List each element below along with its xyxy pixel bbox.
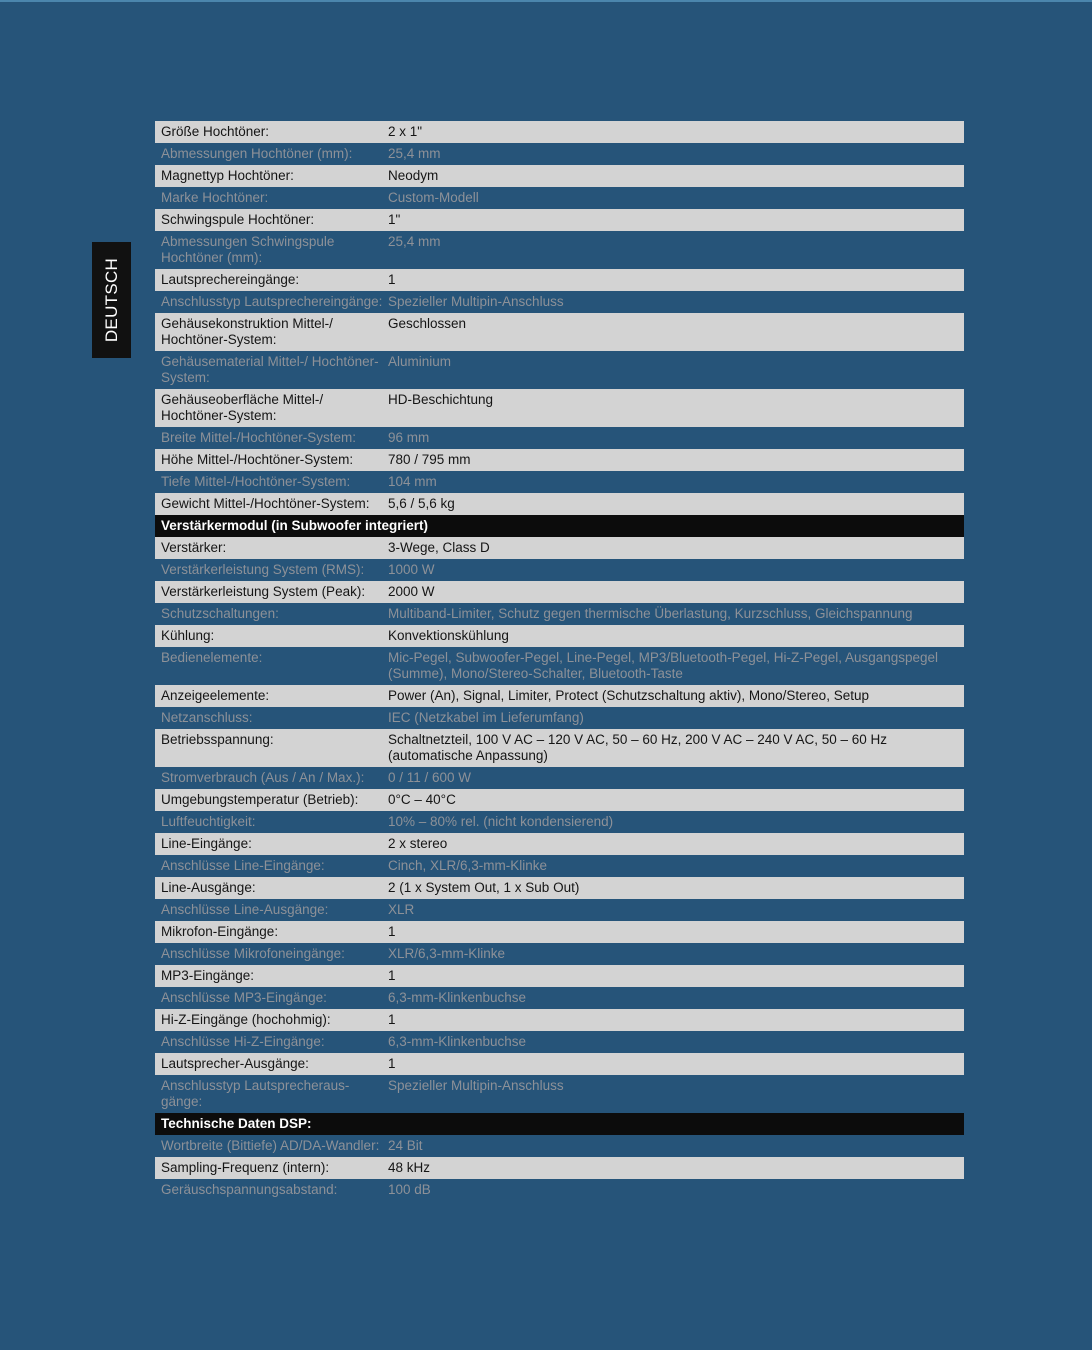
spec-label: MP3-Eingänge: <box>161 968 255 983</box>
spec-value: 2 x stereo <box>388 836 448 851</box>
spec-row <box>155 729 964 767</box>
spec-row <box>155 987 964 1009</box>
spec-value: Neodym <box>388 168 439 183</box>
spec-value: Spezieller Multipin-Anschluss <box>388 294 564 309</box>
spec-label: Breite Mittel-/Hochtöner-System: <box>161 430 357 445</box>
spec-label: Magnettyp Hochtöner: <box>161 168 294 183</box>
spec-label: Line-Ausgänge: <box>161 880 256 895</box>
spec-row <box>155 833 964 855</box>
spec-row <box>155 767 964 789</box>
spec-row <box>155 389 964 427</box>
spec-value: HD-Beschichtung <box>388 392 494 407</box>
spec-label: Abmessungen Schwingspule Hochtöner (mm): <box>161 234 335 265</box>
spec-label: Schutzschaltungen: <box>161 606 279 621</box>
spec-row <box>155 427 964 449</box>
spec-label: Verstärker: <box>161 540 227 555</box>
spec-row <box>155 143 964 165</box>
spec-label: Anschlüsse MP3-Eingänge: <box>161 990 327 1005</box>
spec-table <box>155 121 964 1201</box>
spec-row <box>155 1053 964 1075</box>
spec-row <box>155 603 964 625</box>
spec-label: Anschlüsse Mikrofoneingänge: <box>161 946 345 961</box>
spec-label: Gehäusematerial Mittel-/ Hochtöner-System: <box>161 354 379 385</box>
spec-label: Netzanschluss: <box>161 710 253 725</box>
spec-value: Custom-Modell <box>388 190 479 205</box>
spec-row <box>155 1135 964 1157</box>
section-header-row <box>155 515 964 537</box>
spec-row <box>155 1031 964 1053</box>
spec-value: 2 (1 x System Out, 1 x Sub Out) <box>388 880 580 895</box>
spec-label: Gehäusekonstruktion Mittel-/ Hochtöner-System: <box>161 316 333 347</box>
spec-row <box>155 537 964 559</box>
spec-value: 24 Bit <box>388 1138 423 1153</box>
spec-row <box>155 877 964 899</box>
spec-label: Stromverbrauch (Aus / An / Max.): <box>161 770 365 785</box>
spec-label: Verstärkerleistung System (RMS): <box>161 562 365 577</box>
spec-value: 25,4 mm <box>388 234 441 249</box>
spec-row <box>155 269 964 291</box>
spec-row <box>155 625 964 647</box>
spec-label: Betriebsspannung: <box>161 732 274 747</box>
spec-label: Gewicht Mittel-/Hochtöner-System: <box>161 496 370 511</box>
spec-value: 1 <box>388 924 396 939</box>
spec-label: Anschlusstyp Lautsprecheraus- gänge: <box>161 1078 350 1109</box>
spec-label: Schwingspule Hochtöner: <box>161 212 315 227</box>
spec-label: Luftfeuchtigkeit: <box>161 814 256 829</box>
spec-row <box>155 1179 964 1201</box>
spec-row <box>155 921 964 943</box>
spec-row <box>155 559 964 581</box>
spec-value: 5,6 / 5,6 kg <box>388 496 455 511</box>
spec-row <box>155 165 964 187</box>
spec-row <box>155 231 964 269</box>
spec-value: 25,4 mm <box>388 146 441 161</box>
spec-label: Line-Eingänge: <box>161 836 252 851</box>
spec-row <box>155 965 964 987</box>
spec-value: 104 mm <box>388 474 437 489</box>
spec-value: 0 / 11 / 600 W <box>388 770 472 785</box>
spec-row <box>155 187 964 209</box>
spec-label: Verstärkerleistung System (Peak): <box>161 584 366 599</box>
spec-row <box>155 1075 964 1113</box>
spec-value: XLR/6,3-mm-Klinke <box>388 946 506 961</box>
spec-label: Geräuschspannungsabstand: <box>161 1182 338 1197</box>
spec-value: 48 kHz <box>388 1160 431 1175</box>
spec-label: Höhe Mittel-/Hochtöner-System: <box>161 452 354 467</box>
language-tab-label: DEUTSCH <box>101 257 121 343</box>
spec-row <box>155 291 964 313</box>
spec-value: 2 x 1" <box>388 124 423 139</box>
spec-label: Sampling-Frequenz (intern): <box>161 1160 330 1175</box>
top-border-line <box>0 0 1092 2</box>
section-title: Technische Daten DSP: <box>161 1116 312 1131</box>
spec-label: Anschlüsse Line-Ausgänge: <box>161 902 329 917</box>
spec-value: 2000 W <box>388 584 435 599</box>
spec-row <box>155 449 964 471</box>
spec-label: Gehäuseoberfläche Mittel-/ Hochtöner-System: <box>161 392 324 423</box>
spec-value: Power (An), Signal, Limiter, Protect (Schutzschaltung aktiv), Mono/Stereo, Setup <box>388 688 869 703</box>
spec-label: Lautsprechereingänge: <box>161 272 300 287</box>
spec-row <box>155 1009 964 1031</box>
section-header-row <box>155 1113 964 1135</box>
spec-value: 3-Wege, Class D <box>388 540 490 555</box>
spec-label: Anzeigeelemente: <box>161 688 270 703</box>
spec-value: 10% – 80% rel. (nicht kondensierend) <box>388 814 614 829</box>
spec-label: Marke Hochtöner: <box>161 190 269 205</box>
spec-value: 6,3-mm-Klinkenbuchse <box>388 1034 527 1049</box>
spec-row <box>155 855 964 877</box>
spec-value: Aluminium <box>388 354 452 369</box>
spec-value: Geschlossen <box>388 316 467 331</box>
spec-value: 1 <box>388 1012 396 1027</box>
spec-value: 1000 W <box>388 562 435 577</box>
spec-row <box>155 471 964 493</box>
spec-row <box>155 1157 964 1179</box>
spec-value: Cinch, XLR/6,3-mm-Klinke <box>388 858 548 873</box>
spec-label: Lautsprecher-Ausgänge: <box>161 1056 309 1071</box>
spec-value: IEC (Netzkabel im Lieferumfang) <box>388 710 584 725</box>
spec-value: 780 / 795 mm <box>388 452 471 467</box>
spec-row <box>155 313 964 351</box>
language-tab <box>92 242 131 358</box>
spec-value: Multiband-Limiter, Schutz gegen thermische Überlastung, Kurzschluss, Gleichspannung <box>388 606 913 621</box>
spec-label: Abmessungen Hochtöner (mm): <box>161 146 353 161</box>
spec-label: Anschlüsse Hi-Z-Eingänge: <box>161 1034 325 1049</box>
spec-value: 0°C – 40°C <box>388 792 456 807</box>
spec-value: Konvektionskühlung <box>388 628 509 643</box>
spec-label: Wortbreite (Bittiefe) AD/DA-Wandler: <box>161 1138 380 1153</box>
spec-label: Anschlüsse Line-Eingänge: <box>161 858 325 873</box>
spec-row <box>155 121 964 143</box>
spec-label: Kühlung: <box>161 628 215 643</box>
spec-label: Umgebungstemperatur (Betrieb): <box>161 792 359 807</box>
spec-row <box>155 789 964 811</box>
spec-value: 6,3-mm-Klinkenbuchse <box>388 990 527 1005</box>
spec-value: 1 <box>388 1056 396 1071</box>
spec-label: Anschlusstyp Lautsprechereingänge: <box>161 294 383 309</box>
spec-value: Schaltnetzteil, 100 V AC – 120 V AC, 50 – 60 Hz, 200 V AC – 240 V AC, 50 – 60 Hz (automatische Anpassung) <box>388 732 888 763</box>
spec-row <box>155 647 964 685</box>
spec-label: Hi-Z-Eingänge (hochohmig): <box>161 1012 331 1027</box>
spec-row <box>155 943 964 965</box>
section-title: Verstärkermodul (in Subwoofer integriert) <box>161 518 429 533</box>
spec-row <box>155 493 964 515</box>
spec-label: Tiefe Mittel-/Hochtöner-System: <box>161 474 351 489</box>
spec-row <box>155 899 964 921</box>
spec-value: XLR <box>388 902 415 917</box>
spec-row <box>155 581 964 603</box>
spec-value: 1 <box>388 272 396 287</box>
spec-value: Mic-Pegel, Subwoofer-Pegel, Line-Pegel, MP3/Bluetooth-Pegel, Hi-Z-Pegel, Ausgangspegel (Summe), Mono/Stereo-Schalter, Bluetooth-Taste <box>388 650 939 681</box>
spec-label: Größe Hochtöner: <box>161 124 270 139</box>
spec-row <box>155 811 964 833</box>
spec-value: Spezieller Multipin-Anschluss <box>388 1078 564 1093</box>
spec-value: 1" <box>388 212 401 227</box>
spec-value: 1 <box>388 968 396 983</box>
spec-label: Mikrofon-Eingänge: <box>161 924 279 939</box>
spec-row <box>155 707 964 729</box>
spec-row <box>155 351 964 389</box>
spec-row <box>155 209 964 231</box>
spec-value: 96 mm <box>388 430 430 445</box>
spec-label: Bedienelemente: <box>161 650 263 665</box>
spec-value: 100 dB <box>388 1182 431 1197</box>
spec-row <box>155 685 964 707</box>
